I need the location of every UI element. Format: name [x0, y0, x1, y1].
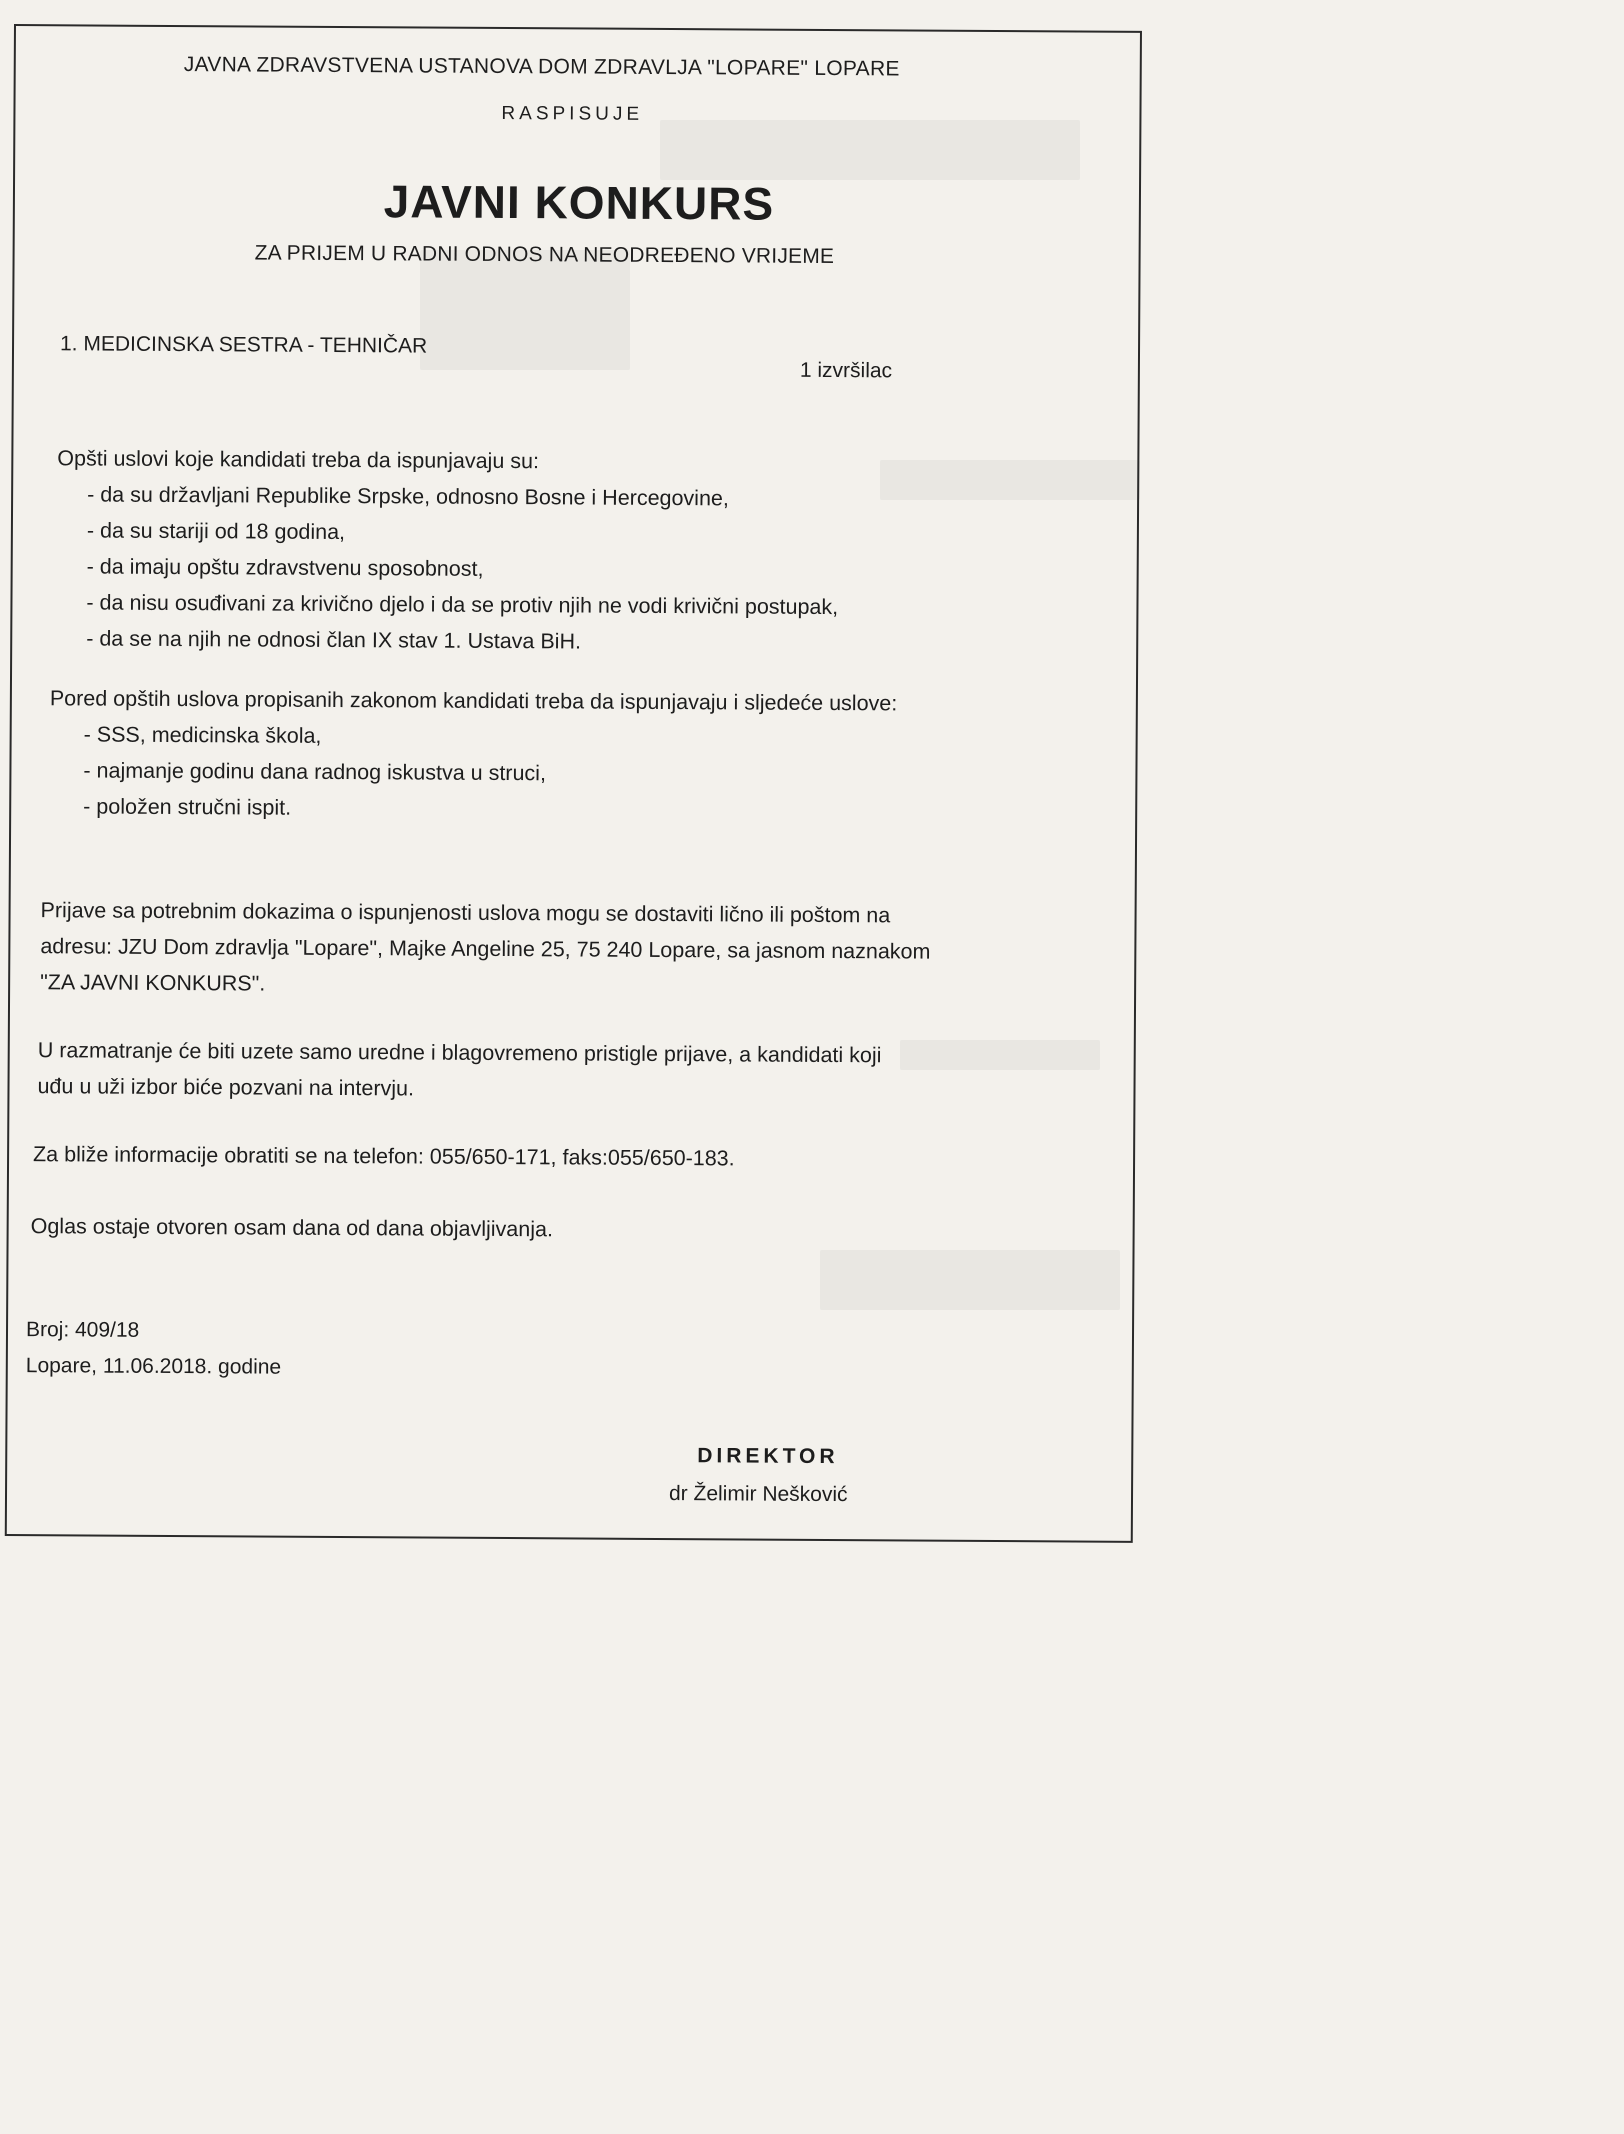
- consideration-line: uđu u uži izbor biće pozvani na intervju.: [37, 1074, 415, 1101]
- validity-info: Oglas ostaje otvoren osam dana od dana objavljivanja.: [30, 1214, 554, 1242]
- special-condition-item: - najmanje godinu dana radnog iskustva u struci,: [83, 758, 547, 786]
- contact-info: Za bliže informacije obratiti se na telefon: 055/650-171, faks:055/650-183.: [33, 1142, 735, 1171]
- general-condition-item: - da nisu osuđivani za krivično djelo i da se protiv njih ne vodi krivični postupak,: [86, 590, 839, 620]
- applications-line: Prijave sa potrebnim dokazima o ispunjenosti uslova mogu se dostaviti lično ili poštom na: [40, 898, 891, 928]
- special-condition-item: - položen stručni ispit.: [83, 794, 292, 820]
- document-subtitle: ZA PRIJEM U RADNI ODNOS NA NEODREĐENO VRIJEME: [254, 241, 835, 269]
- applications-line: adresu: JZU Dom zdravlja "Lopare", Majke Angeline 25, 75 240 Lopare, sa jasnom naznakom: [40, 934, 931, 964]
- announces-label: RASPISUJE: [501, 102, 644, 125]
- place-and-date: Lopare, 11.06.2018. godine: [25, 1354, 282, 1379]
- announcement-frame: [5, 24, 1142, 1543]
- reference-number: Broj: 409/18: [25, 1318, 140, 1342]
- director-name: dr Želimir Nešković: [668, 1482, 848, 1507]
- general-condition-item: - da su državljani Republike Srpske, odnosno Bosne i Hercegovine,: [87, 482, 729, 511]
- general-condition-item: - da se na njih ne odnosi član IX stav 1. Ustava BiH.: [86, 626, 582, 654]
- general-condition-item: - da imaju opštu zdravstvenu sposobnost,: [86, 554, 484, 581]
- executors-count: 1 izvršilac: [799, 358, 893, 383]
- general-condition-item: - da su stariji od 18 godina,: [86, 518, 346, 545]
- special-condition-item: - SSS, medicinska škola,: [83, 722, 322, 748]
- position-name: 1. MEDICINSKA SESTRA - TEHNIČAR: [59, 332, 428, 358]
- document-title: JAVNI KONKURS: [383, 175, 775, 230]
- consideration-line: U razmatranje će biti uzete samo uredne i blagovremeno pristigle prijave, a kandidati koji: [37, 1038, 882, 1068]
- organization-name: JAVNA ZDRAVSTVENA USTANOVA DOM ZDRAVLJA "LOPARE" LOPARE: [183, 53, 900, 81]
- special-conditions-intro: Pored opštih uslova propisanih zakonom kandidati treba da ispunjavaju i sljedeće uslove:: [49, 686, 898, 716]
- applications-line: "ZA JAVNI KONKURS".: [40, 970, 266, 996]
- general-conditions-intro: Opšti uslovi koje kandidati treba da ispunjavaju su:: [57, 446, 540, 474]
- director-title: DIREKTOR: [697, 1444, 839, 1469]
